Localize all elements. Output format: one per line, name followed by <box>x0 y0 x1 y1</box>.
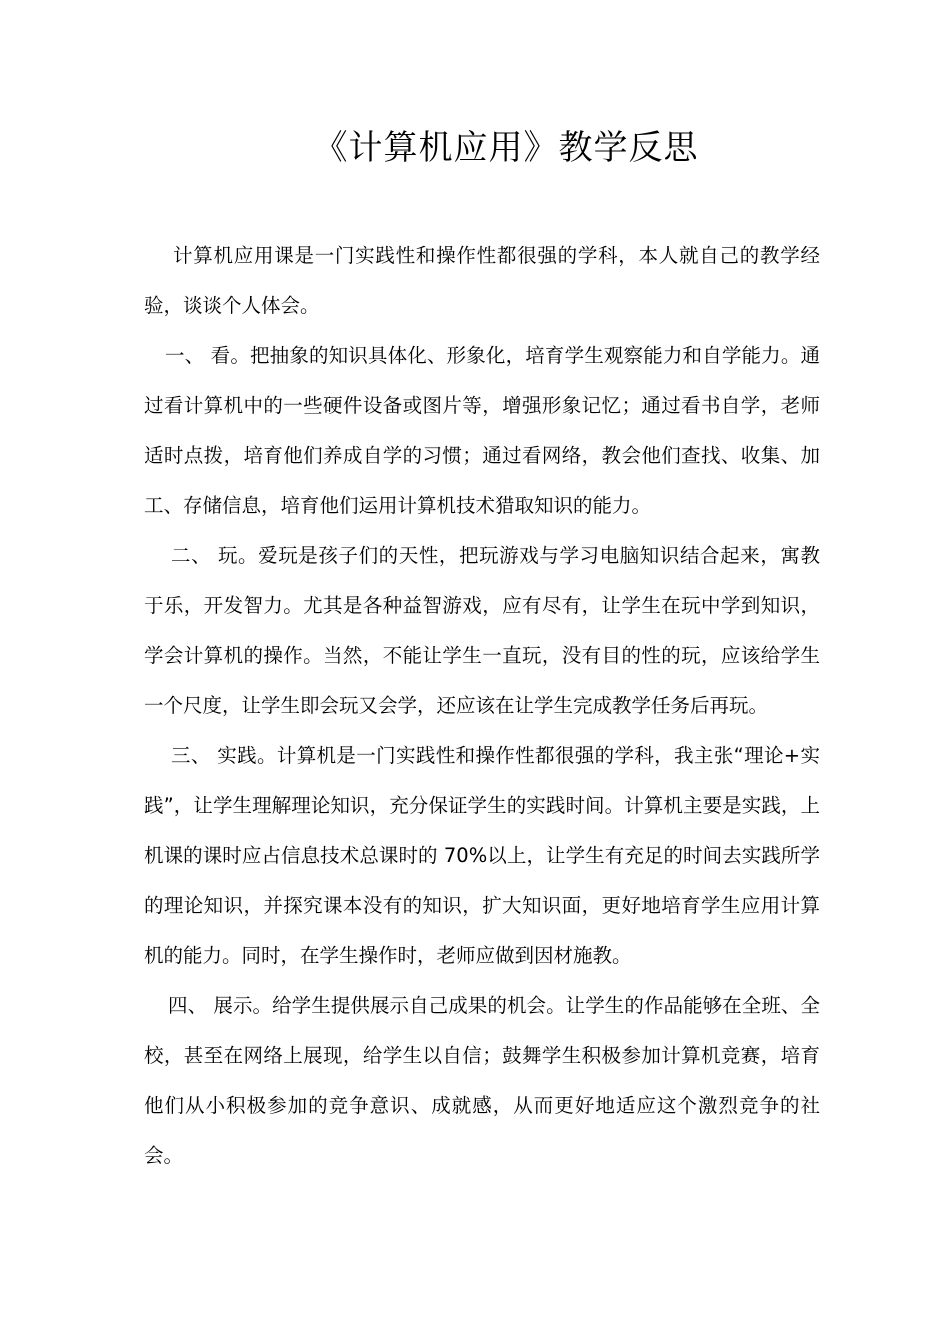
paragraph-section-1: 一、 看。把抽象的知识具体化、形象化，培育学生观察能力和自学能力。通过看计算机中的一些硬件设备或图片等，增强形象记忆；通过看书自学，老师适时点拨，培育他们养成自学的习惯；通过看网络，教会他们查找、收集、加工、存储信息，培育他们运用计算机技术猎取知识的能力。 <box>144 344 820 517</box>
document-body <box>144 231 820 1181</box>
paragraph-section-4: 四、 展示。给学生提供展示自己成果的机会。让学生的作品能够在全班、全校，甚至在网络上展现，给学生以自信；鼓舞学生积极参加计算机竞赛，培育他们从小积极参加的竞争意识、成就感，从而更好地适应这个激烈竞争的社会。 <box>144 994 820 1167</box>
paragraph-section-2: 二、 玩。爱玩是孩子们的天性，把玩游戏与学习电脑知识结合起来，寓教于乐，开发智力。尤其是各种益智游戏，应有尽有，让学生在玩中学到知识，学会计算机的操作。当然，不能让学生一直玩，没有目的性的玩，应该给学生一个尺度，让学生即会玩又会学，还应该在让学生完成教学任务后再玩。 <box>144 544 820 717</box>
paragraph-intro: 计算机应用课是一门实践性和操作性都很强的学科，本人就自己的教学经验，谈谈个人体会。 <box>144 244 820 317</box>
paragraph-section-3: 三、 实践。计算机是一门实践性和操作性都很强的学科，我主张“理论+实践”，让学生理解理论知识，充分保证学生的实践时间。计算机主要是实践，上机课的课时应占信息技术总课时的 70%以上，让学生有充足的时间去实践所学的理论知识，并探究课本没有的知识，扩大知识面，更好地培育学生应用计算机的能力。同时，在学生操作时，老师应做到因材施教。 <box>144 744 820 967</box>
document-title: 《计算机应用》教学反思 <box>313 128 699 168</box>
